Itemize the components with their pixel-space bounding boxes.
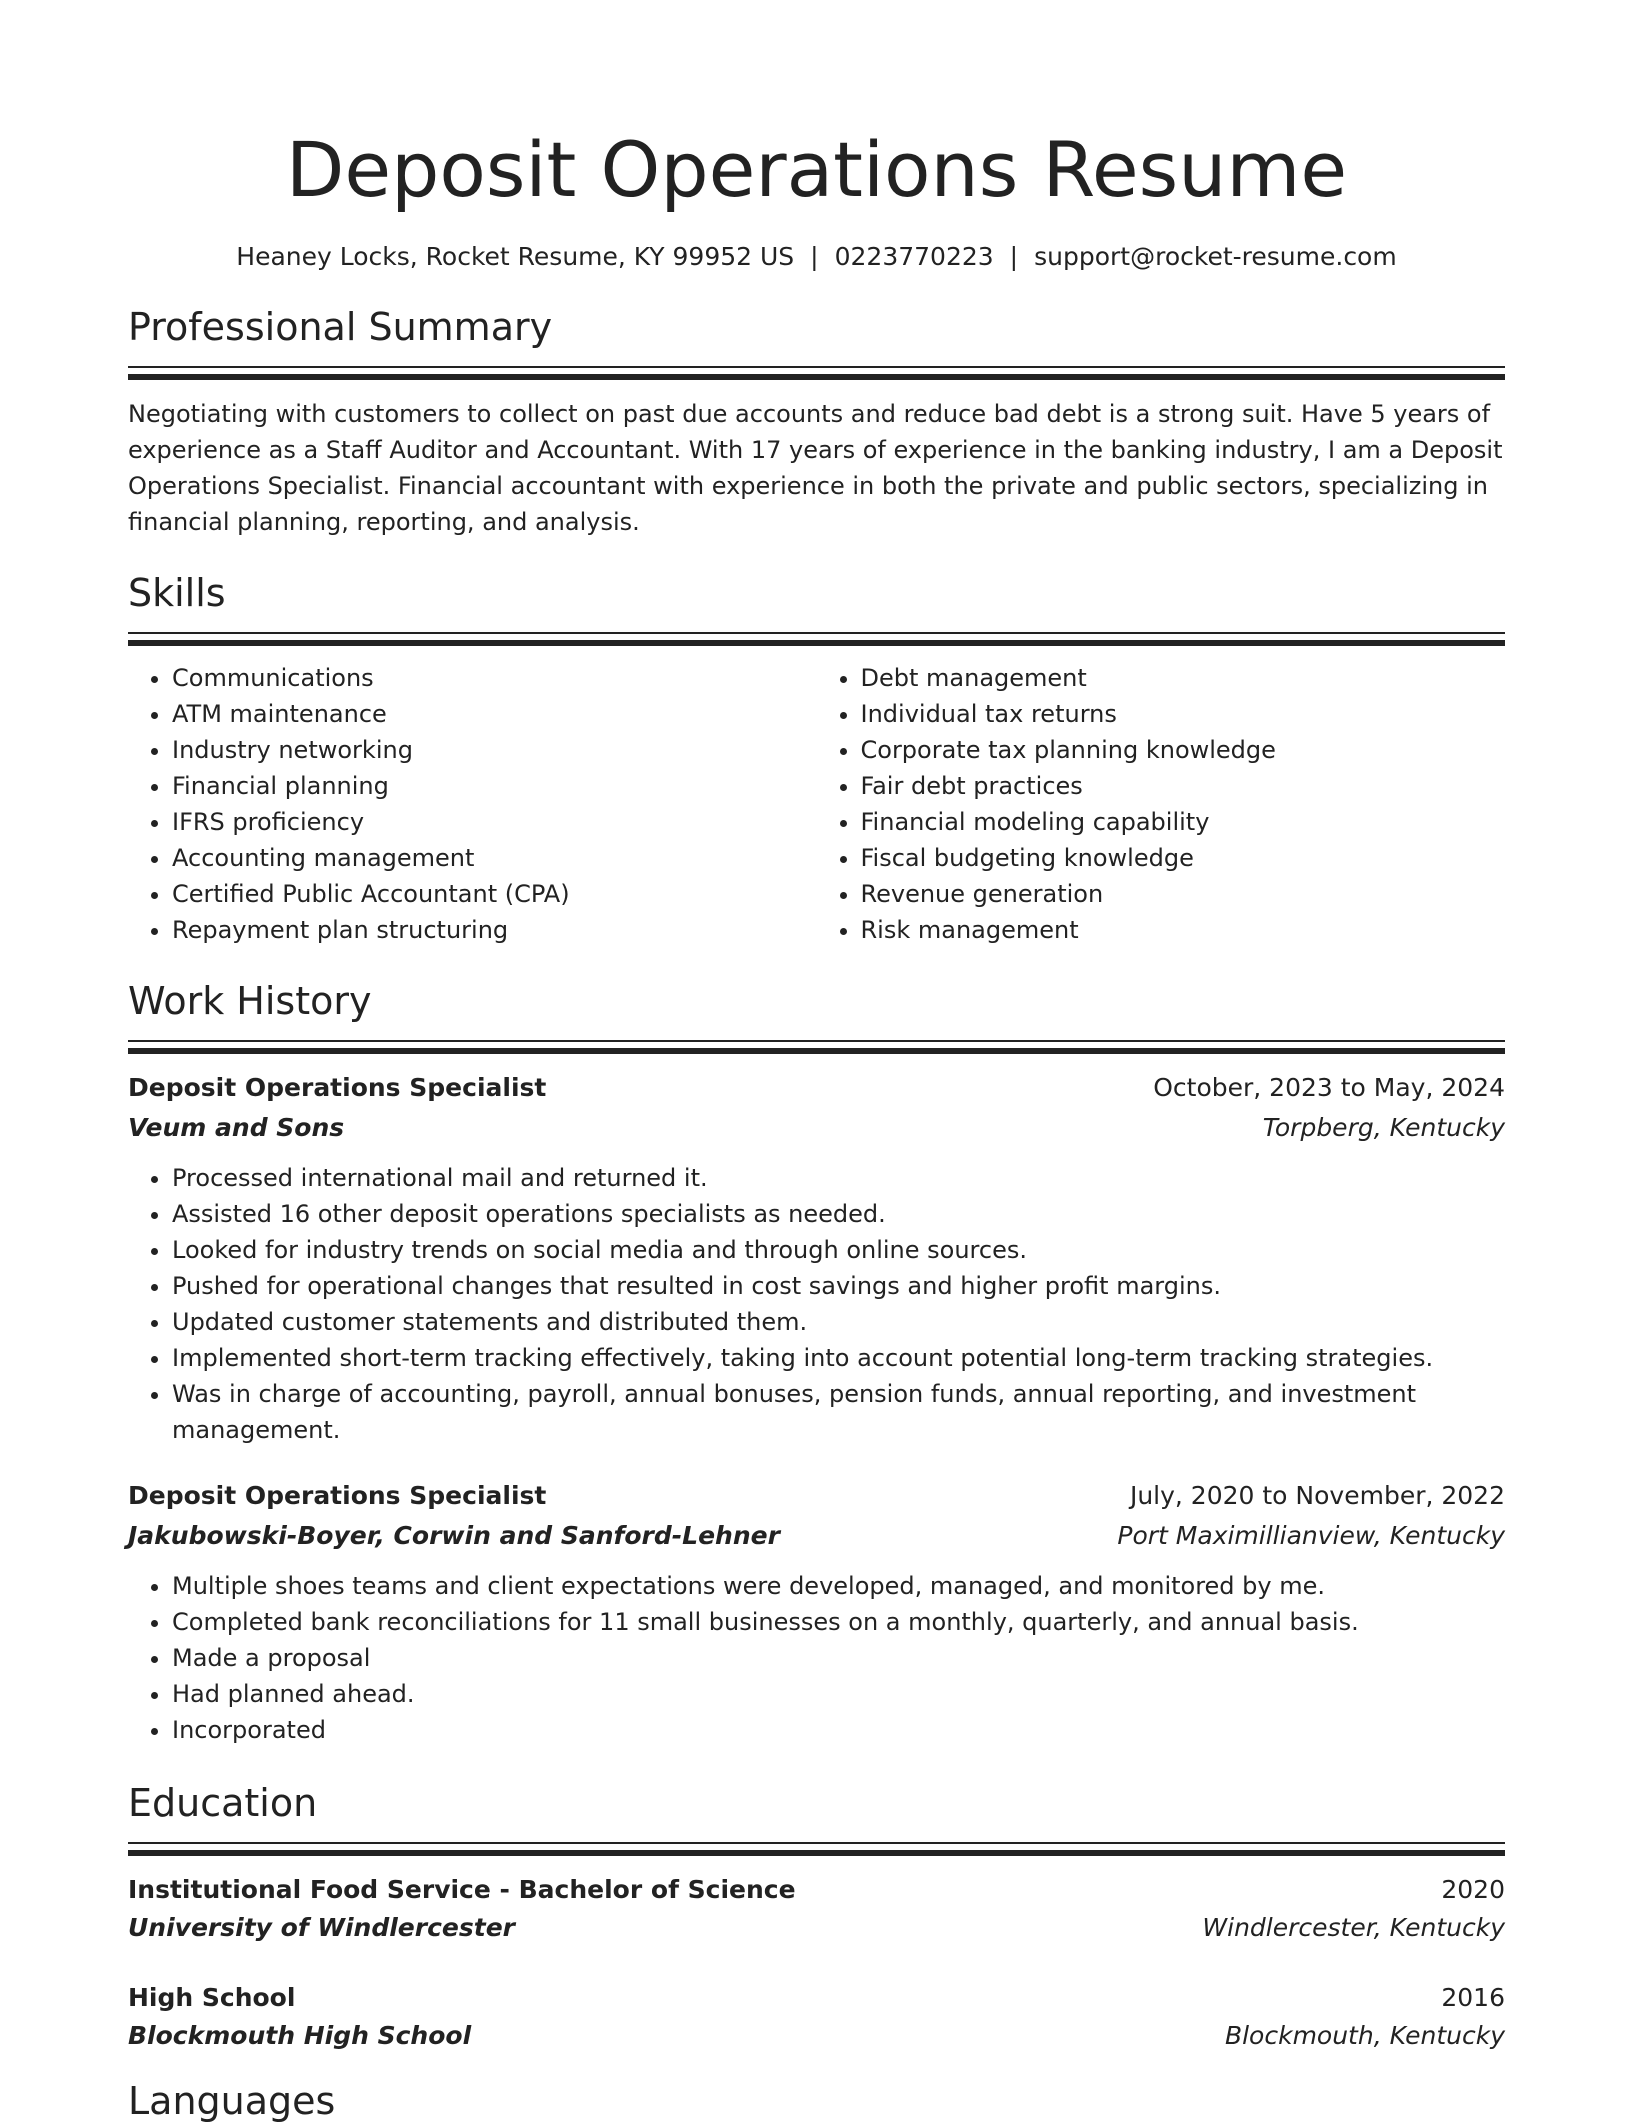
- job-bullet: • Implemented short-term tracking effectively, taking into account potential long-term tracking strategies.: [172, 1340, 1505, 1376]
- contact-separator: |: [1009, 242, 1019, 271]
- skills-list-left: [128, 660, 817, 948]
- resume-title: Deposit Operations Resume: [285, 125, 1348, 214]
- skill-item: • Industry networking: [172, 732, 817, 768]
- section-divider: [128, 1040, 1505, 1054]
- education-entry: [128, 1870, 1505, 1946]
- skills-section: [128, 568, 1505, 948]
- section-divider: [128, 632, 1505, 646]
- education-school: Blockmouth High School: [128, 2021, 472, 2050]
- job-company: Veum and Sons: [128, 1113, 345, 1142]
- summary-section: [128, 302, 1505, 540]
- skills-list-right: [817, 660, 1506, 948]
- job-title: Deposit Operations Specialist: [128, 1481, 547, 1510]
- job-bullets: [128, 1160, 1505, 1448]
- job-bullet: • Assisted 16 other deposit operations specialists as needed.: [172, 1196, 1505, 1232]
- skill-item: • Fiscal budgeting knowledge: [861, 840, 1506, 876]
- job-bullets: [128, 1568, 1505, 1748]
- contact-address: Heaney Locks, Rocket Resume, KY 99952 US: [236, 242, 795, 271]
- skill-item: • Accounting management: [172, 840, 817, 876]
- job-bullet: • Incorporated: [172, 1712, 1505, 1748]
- education-year: 2016: [1441, 1983, 1505, 2012]
- job-company: Jakubowski-Boyer, Corwin and Sanford-Lehner: [128, 1521, 780, 1550]
- job-bullet: • Had planned ahead.: [172, 1676, 1505, 1712]
- skill-item: • Repayment plan structuring: [172, 912, 817, 948]
- skill-item: • Fair debt practices: [861, 768, 1506, 804]
- job-bullet: • Pushed for operational changes that resulted in cost savings and higher profit margins.: [172, 1268, 1505, 1304]
- contact-separator: |: [810, 242, 819, 271]
- education-degree: Institutional Food Service - Bachelor of Science: [128, 1875, 796, 1904]
- job-bullet: • Looked for industry trends on social media and through online sources.: [172, 1232, 1505, 1268]
- skill-item: • ATM maintenance: [172, 696, 817, 732]
- skill-item: • Debt management: [861, 660, 1506, 696]
- job-dates: October, 2023 to May, 2024: [1153, 1073, 1505, 1102]
- job-bullet: • Multiple shoes teams and client expectations were developed, managed, and monitored by me.: [172, 1568, 1505, 1604]
- job-bullet: • Made a proposal: [172, 1640, 1505, 1676]
- skill-item: • Individual tax returns: [861, 696, 1506, 732]
- section-heading-skills: Skills: [128, 571, 226, 615]
- section-heading-work-history: Work History: [128, 979, 372, 1023]
- skill-item: • Risk management: [861, 912, 1506, 948]
- education-location: Windlercester, Kentucky: [1202, 1913, 1505, 1942]
- section-heading-languages: Languages: [128, 2079, 336, 2123]
- education-degree: High School: [128, 1983, 296, 2012]
- skill-item: • Certified Public Accountant (CPA): [172, 876, 817, 912]
- job-dates: July, 2020 to November, 2022: [1129, 1481, 1505, 1510]
- languages-section: [128, 2076, 1505, 2126]
- skill-item: • IFRS proficiency: [172, 804, 817, 840]
- education-location: Blockmouth, Kentucky: [1224, 2021, 1505, 2050]
- section-divider: [128, 1842, 1505, 1856]
- contact-email: support@rocket-resume.com: [1034, 242, 1397, 271]
- section-heading-summary: Professional Summary: [128, 305, 553, 349]
- job-title: Deposit Operations Specialist: [128, 1073, 547, 1102]
- education-entry: [128, 1978, 1505, 2054]
- job-bullet: • Completed bank reconciliations for 11 small businesses on a monthly, quarterly, and annual basis.: [172, 1604, 1505, 1640]
- job-bullet: • Was in charge of accounting, payroll, annual bonuses, pension funds, annual reporting, and investment management.: [172, 1376, 1505, 1448]
- section-divider: [128, 366, 1505, 380]
- skills-columns: [128, 660, 1505, 948]
- job-entry: [128, 1068, 1505, 1448]
- skill-item: • Corporate tax planning knowledge: [861, 732, 1506, 768]
- education-school: University of Windlercester: [128, 1913, 515, 1942]
- job-entry: [128, 1476, 1505, 1748]
- education-year: 2020: [1441, 1875, 1505, 1904]
- skill-item: • Communications: [172, 660, 817, 696]
- job-bullet: • Updated customer statements and distributed them.: [172, 1304, 1505, 1340]
- contact-line: [128, 240, 1505, 274]
- section-heading-education: Education: [128, 1781, 318, 1825]
- skill-item: • Financial modeling capability: [861, 804, 1506, 840]
- contact-phone: 0223770223: [834, 242, 994, 271]
- job-location: Torpberg, Kentucky: [1262, 1113, 1505, 1142]
- skill-item: • Financial planning: [172, 768, 817, 804]
- work-history-section: [128, 976, 1505, 1748]
- summary-text: Negotiating with customers to collect on past due accounts and reduce bad debt is a strong suit. Have 5 years of experience as a Staff Auditor and Accountant. With 17 years of experience in the banking industry, I am a Deposit Operations Specialist. Financial accountant with experience in both the private and public sectors, specializing in financial planning, reporting, and analysis.: [128, 400, 1503, 536]
- education-section: [128, 1778, 1505, 2054]
- skill-item: • Revenue generation: [861, 876, 1506, 912]
- job-bullet: • Processed international mail and returned it.: [172, 1160, 1505, 1196]
- job-location: Port Maximillianview, Kentucky: [1117, 1521, 1505, 1550]
